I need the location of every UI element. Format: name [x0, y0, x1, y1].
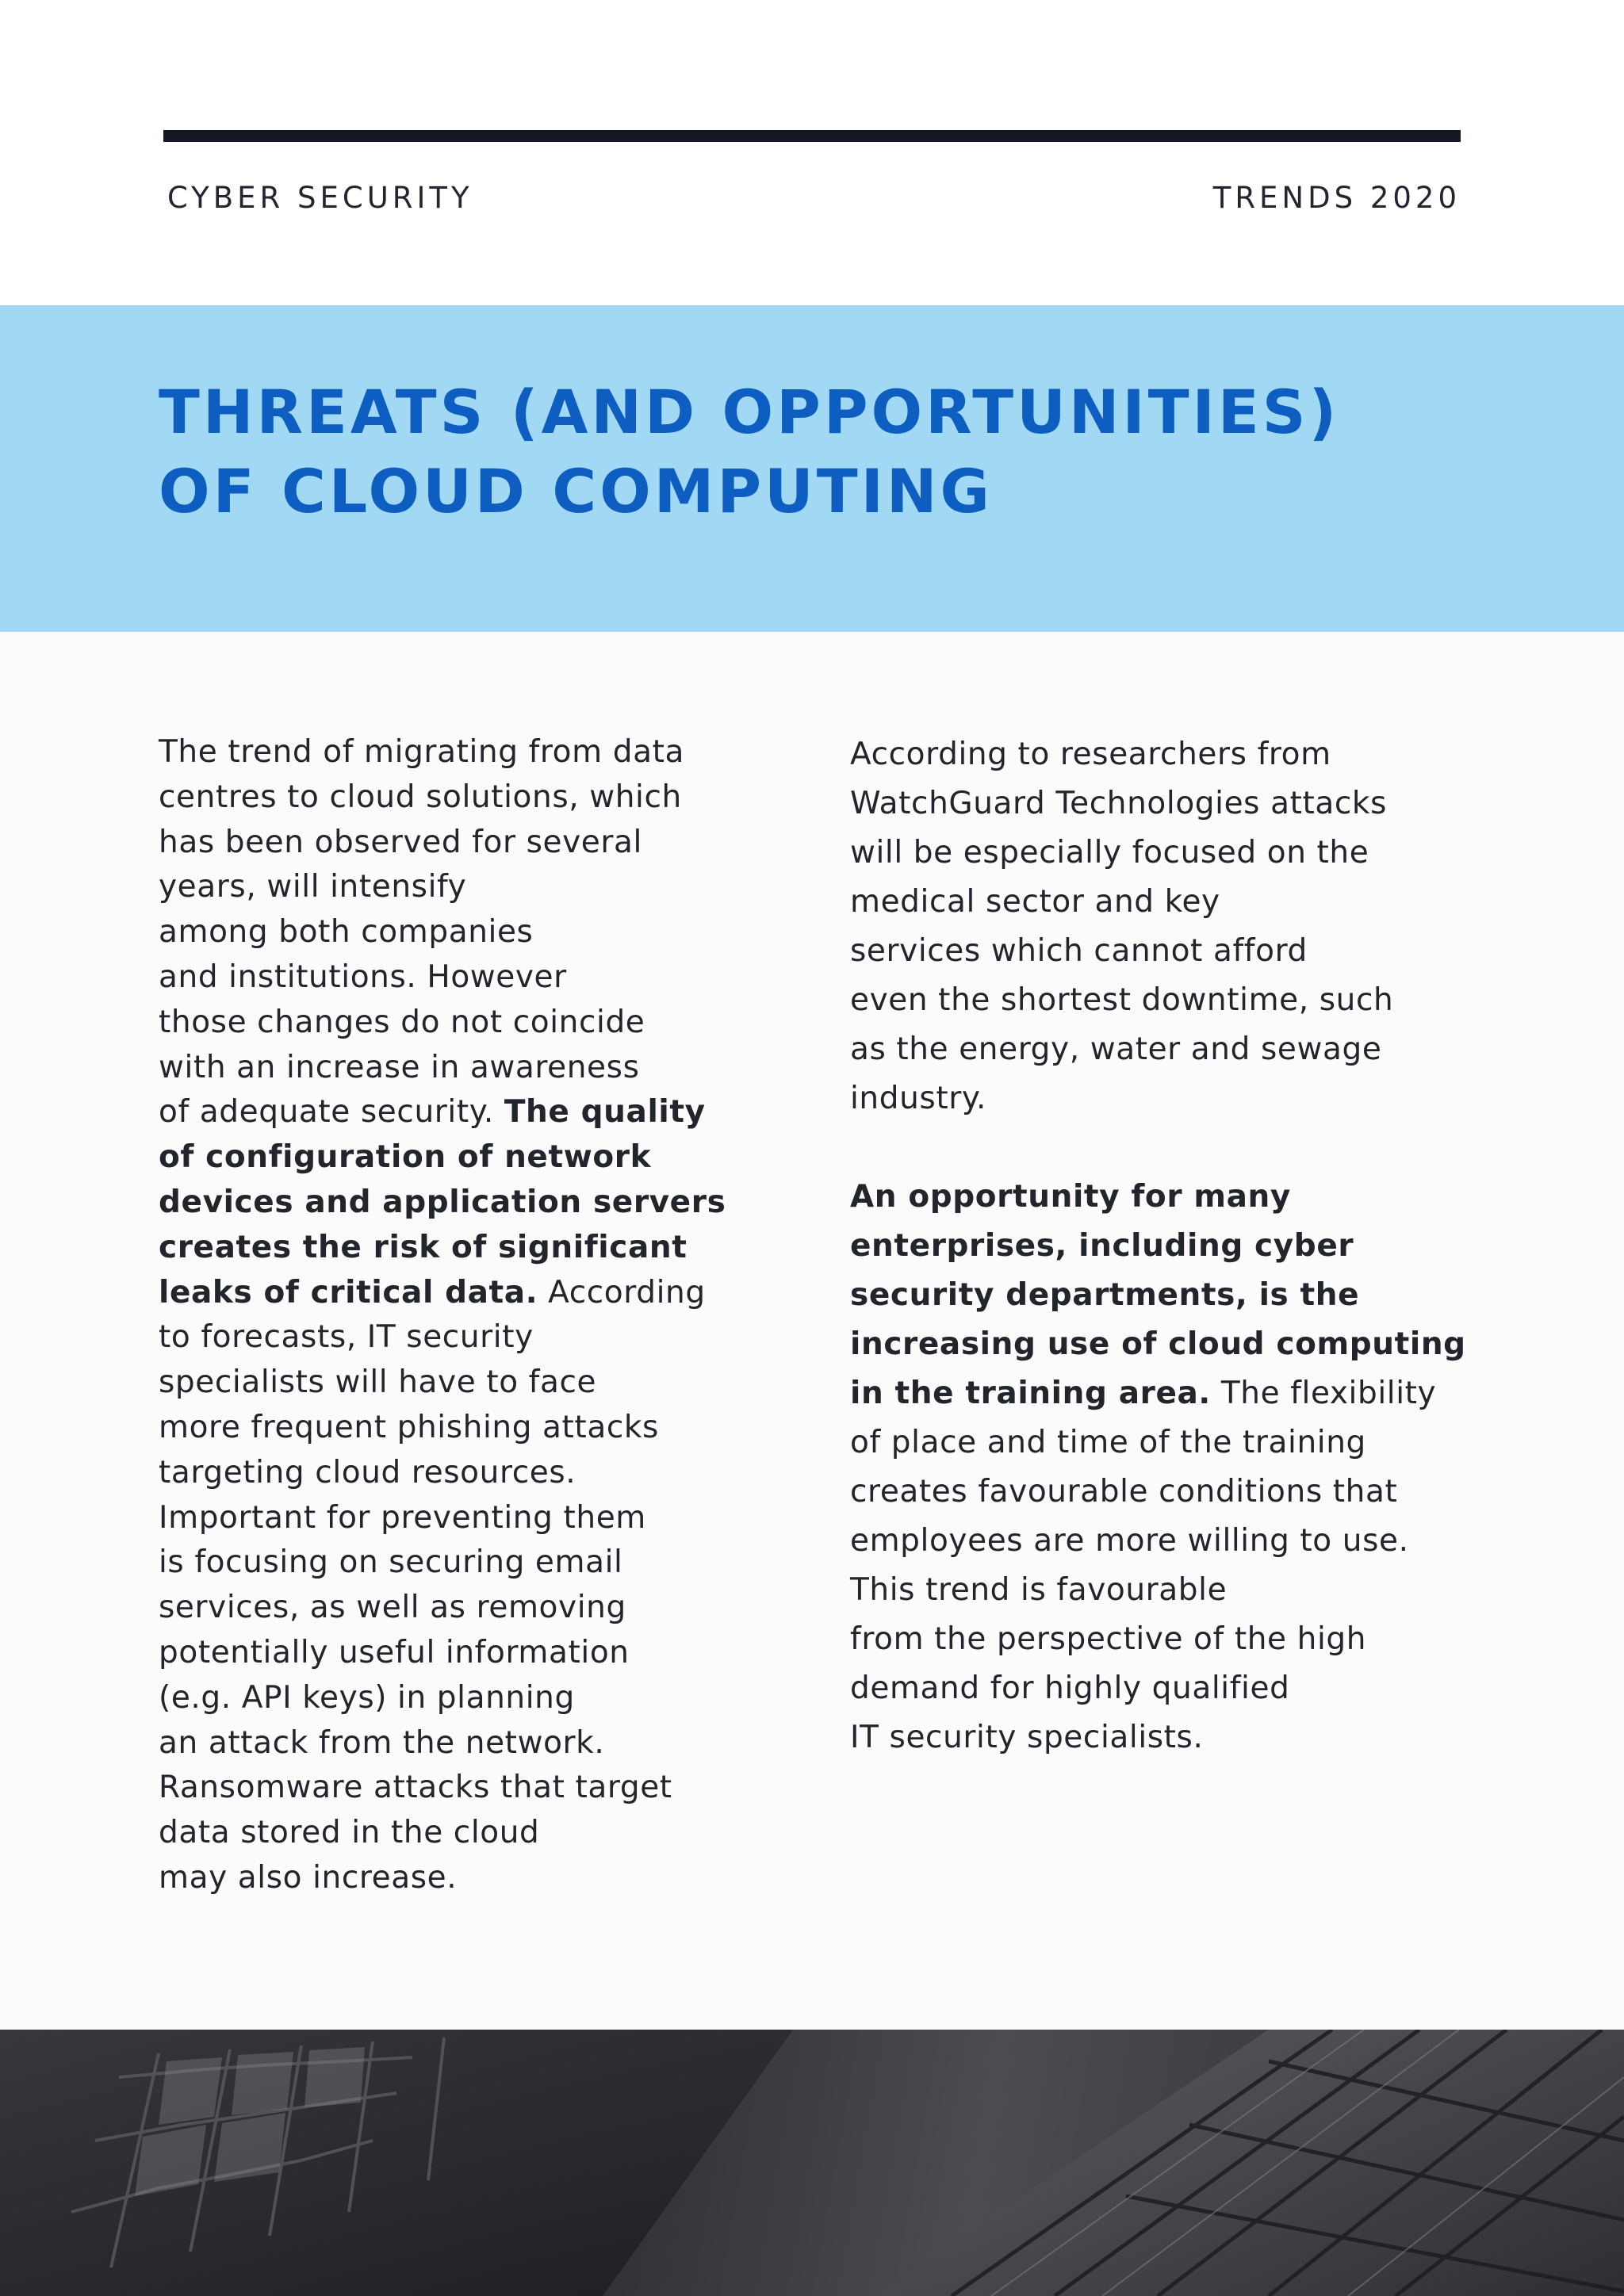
emphasis-line: of configuration of network: [159, 1139, 652, 1176]
emphasis-line: enterprises, including cyber: [850, 1228, 1354, 1264]
body-line: (e.g. API keys) in planning: [159, 1679, 575, 1716]
body-line: industry.: [850, 1081, 986, 1116]
body-text: of adequate security.: [159, 1094, 504, 1131]
body-line: from the perspective of the high: [850, 1621, 1367, 1657]
body-line: According to researchers from: [850, 737, 1331, 772]
body-line: is focusing on securing email: [159, 1544, 623, 1581]
body-line: This trend is favourable: [850, 1572, 1228, 1608]
body-line: those changes do not coincide: [159, 1004, 645, 1040]
emphasis-text: The quality: [504, 1094, 706, 1131]
body-line: medical sector and key: [850, 884, 1220, 920]
building-photo: [0, 2030, 1624, 2296]
body-line: services, as well as removing: [159, 1590, 626, 1626]
body-line: Important for preventing them: [159, 1499, 646, 1536]
left-column: [159, 730, 761, 1901]
body-line: demand for highly qualified: [850, 1670, 1290, 1706]
body-line: and institutions. However: [159, 959, 567, 995]
body-line: specialists will have to face: [159, 1364, 597, 1401]
body-line: targeting cloud resources.: [159, 1454, 576, 1490]
body-line-mixed: [159, 1090, 761, 1135]
body-text: The flexibility: [1210, 1376, 1437, 1411]
body-line: more frequent phishing attacks: [159, 1409, 659, 1445]
body-line: may also increase.: [159, 1859, 458, 1896]
title-line-2: OF CLOUD COMPUTING: [159, 456, 993, 526]
body-line: services which cannot afford: [850, 933, 1308, 969]
body-line: centres to cloud solutions, which: [159, 779, 682, 815]
body-line: potentially useful information: [159, 1634, 630, 1670]
body-line: Ransomware attacks that target: [159, 1770, 672, 1806]
emphasis-line: An opportunity for many: [850, 1179, 1291, 1215]
emphasis-text: leaks of critical data.: [159, 1274, 538, 1311]
body-line: to forecasts, IT security: [159, 1319, 534, 1356]
right-column: [850, 730, 1484, 1762]
section-label: CYBER SECURITY: [167, 181, 473, 215]
paragraph-gap: [850, 1123, 1484, 1173]
title-line-1: THREATS (AND OPPORTUNITIES): [159, 377, 1340, 447]
body-line-mixed: [850, 1369, 1484, 1418]
body-line: as the energy, water and sewage: [850, 1031, 1382, 1067]
building-illustration: [0, 2030, 1624, 2296]
emphasis-line: creates the risk of significant: [159, 1229, 688, 1265]
body-line: among both companies: [159, 914, 534, 951]
body-line: even the shortest downtime, such: [850, 982, 1394, 1018]
body-line: IT security specialists.: [850, 1720, 1204, 1755]
emphasis-line: security departments, is the: [850, 1277, 1360, 1313]
body-line: an attack from the network.: [159, 1724, 605, 1761]
body-line: with an increase in awareness: [159, 1049, 640, 1085]
body-line: has been observed for several: [159, 824, 642, 860]
body-line: years, will intensify: [159, 869, 467, 905]
page-title: [159, 373, 1339, 531]
body-text: According: [538, 1274, 706, 1311]
body-line: data stored in the cloud: [159, 1815, 540, 1851]
emphasis-line: increasing use of cloud computing: [850, 1326, 1466, 1362]
body-line: of place and time of the training: [850, 1425, 1366, 1460]
emphasis-text: in the training area.: [850, 1376, 1211, 1411]
emphasis-line: devices and application servers: [159, 1184, 726, 1220]
issue-label: TRENDS 2020: [1212, 181, 1461, 215]
body-line: The trend of migrating from data: [159, 734, 684, 770]
body-line: employees are more willing to use.: [850, 1523, 1409, 1559]
body-line: will be especially focused on the: [850, 835, 1369, 871]
body-line-mixed: [159, 1271, 761, 1316]
body-line: creates favourable conditions that: [850, 1474, 1398, 1510]
header-rule: [163, 130, 1461, 142]
body-line: WatchGuard Technologies attacks: [850, 786, 1388, 821]
